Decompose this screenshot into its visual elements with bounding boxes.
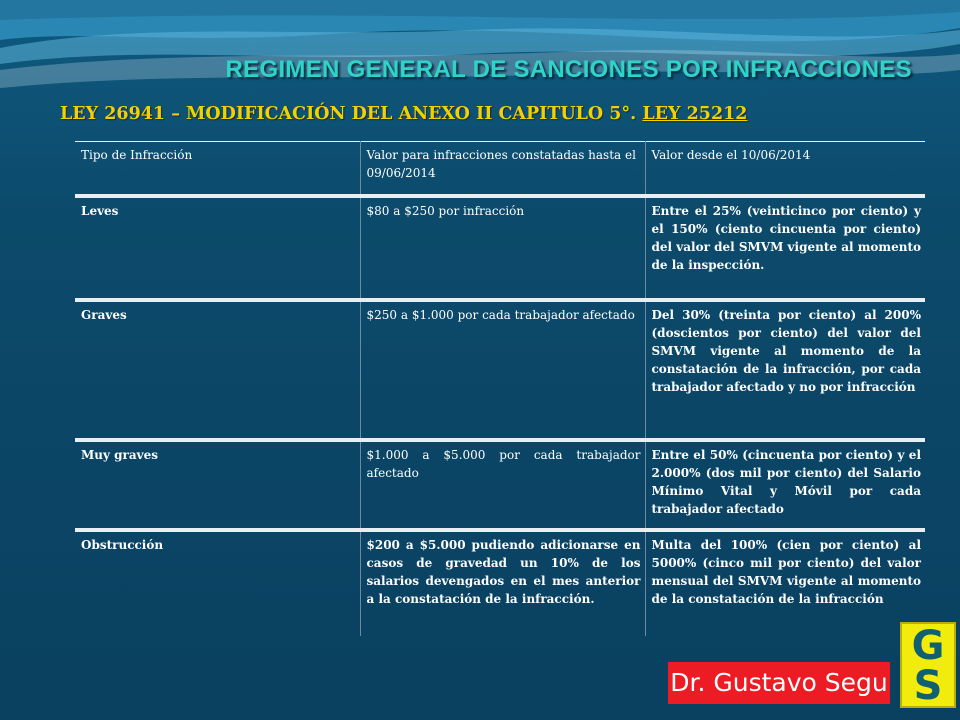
page-subtitle [60, 104, 920, 124]
sanctions-table [75, 141, 925, 636]
infraction-type-cell: Graves [81, 307, 127, 322]
header-cell-after: Valor desde el 10/06/2014 [645, 142, 925, 196]
value-after-cell: Entre el 50% (cincuenta por ciento) y el 2.000% (dos mil por ciento) del Salario Mínimo Vital y Móvil por cada trabajador afectado [645, 440, 925, 530]
value-before-cell: $80 a $250 por infracción [360, 196, 645, 300]
infraction-type-cell: Muy graves [81, 447, 159, 462]
subtitle-prefix: LEY 26941 – MODIFICACIÓN DEL ANEXO II CAPITULO 5°. [60, 104, 643, 124]
value-after-cell: Del 30% (treinta por ciento) al 200% (doscientos por ciento) del valor del SMVM vigente al momento de la constatación de la infracción, por cada trabajador afectado y no por infracción [645, 300, 925, 440]
header-cell-before: Valor para infracciones constatadas hasta el 09/06/2014 [360, 142, 645, 196]
infraction-type-cell: Leves [81, 203, 119, 218]
author-signature: Dr. Gustavo Segu [668, 662, 890, 704]
value-before-cell: $200 a $5.000 pudiendo adicionarse en casos de gravedad un 10% de los salarios devengados en el mes anterior a la constatación de la infracción. [360, 530, 645, 636]
table-row [75, 530, 925, 636]
value-before-cell: $250 a $1.000 por cada trabajador afectado [360, 300, 645, 440]
value-before-cell: $1.000 a $5.000 por cada trabajador afectado [360, 440, 645, 530]
table-row [75, 196, 925, 300]
page-title: REGIMEN GENERAL DE SANCIONES POR INFRACCIONES [225, 56, 912, 83]
value-after-cell: Multa del 100% (cien por ciento) al 5000% (cinco mil por ciento) del valor mensual del SMVM vigente al momento de la constatación de la infracción [645, 530, 925, 636]
table-row [75, 440, 925, 530]
subtitle-law-reference: LEY 25212 [642, 104, 748, 124]
infraction-type-cell: Obstrucción [81, 537, 164, 552]
header-cell-type: Tipo de Infracción [81, 148, 193, 162]
logo-letter-s: S [913, 663, 943, 709]
logo-letter-g: G [911, 623, 945, 669]
value-after-cell: Entre el 25% (veinticinco por ciento) y el 150% (ciento cincuenta por ciento) del valor del SMVM vigente al momento de la inspección. [645, 196, 925, 300]
gs-logo [900, 622, 956, 708]
table-header-row [75, 142, 925, 196]
table-row [75, 300, 925, 440]
